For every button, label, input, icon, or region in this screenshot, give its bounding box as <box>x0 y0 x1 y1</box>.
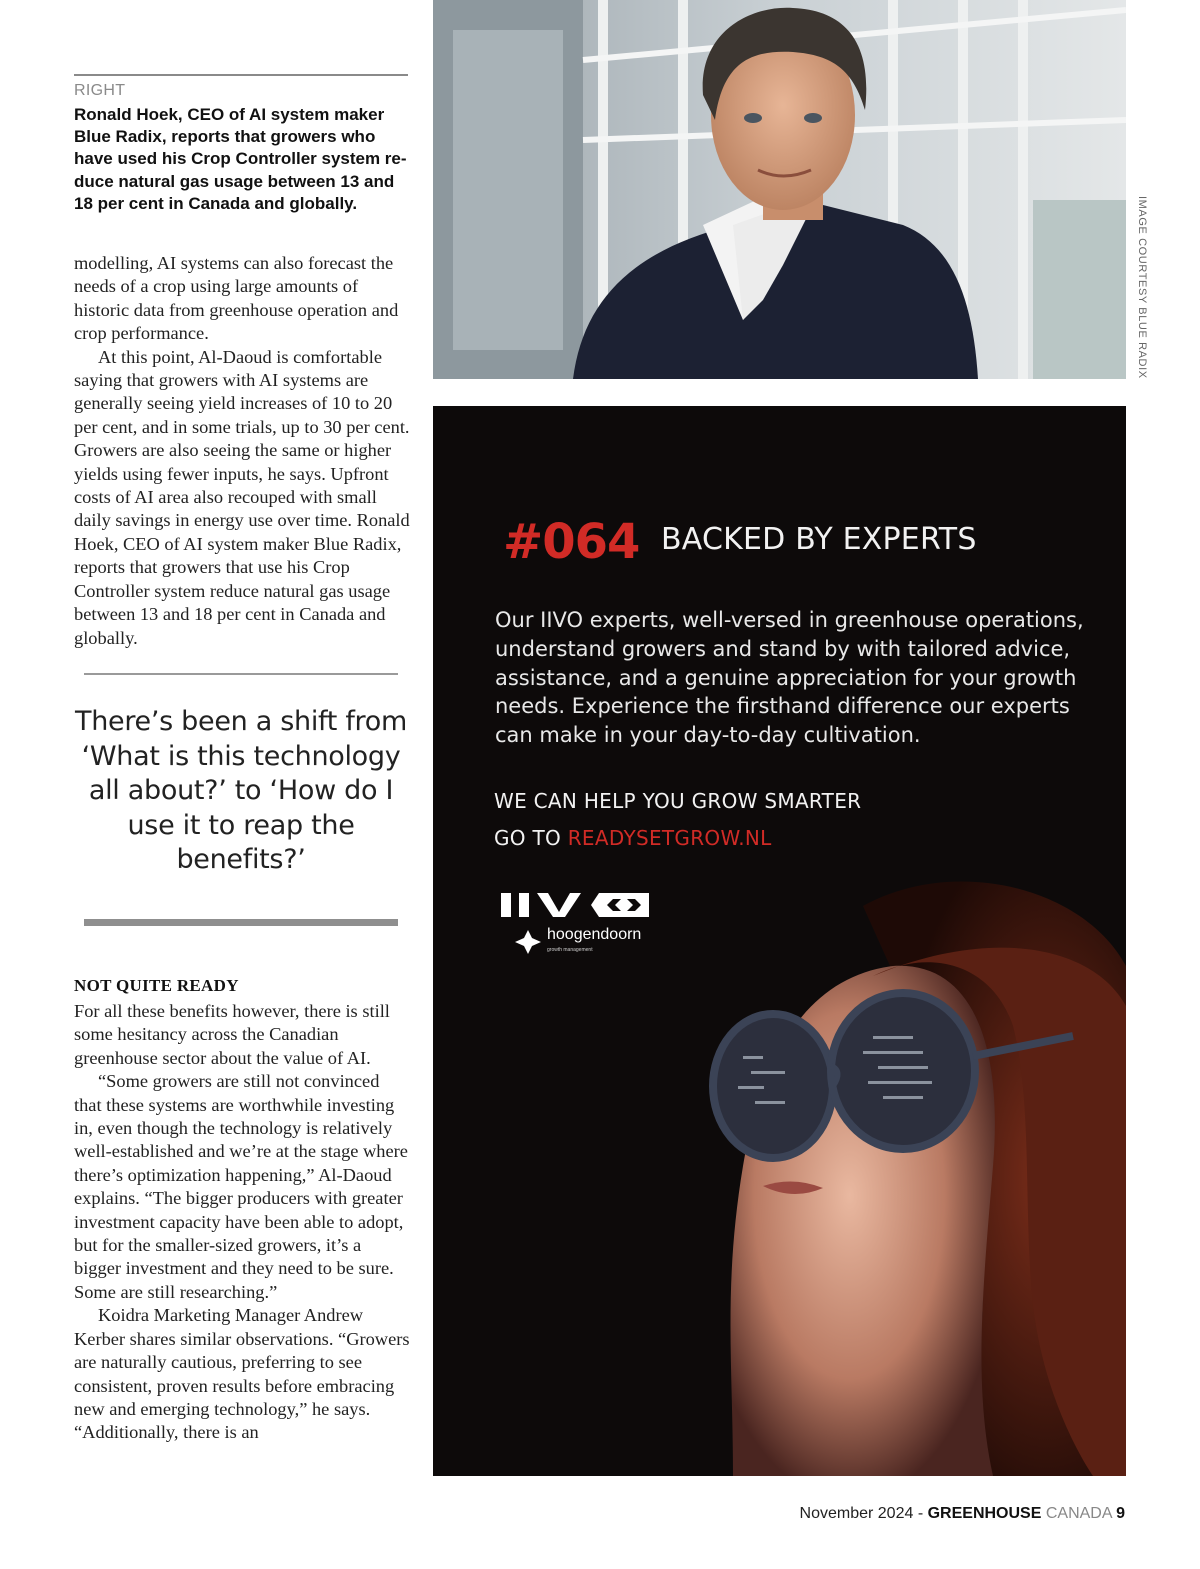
paragraph: For all these benefits however, there is still some hesitancy across the Canadian greenhouse sector about the value of AI. <box>74 1001 390 1068</box>
paragraph: Koidra Marketing Manager Andrew Kerber shares similar observations. “Growers are naturally cautious, preferring to see consistent, proven results before embracing new and emerging technology,” he says. “Additionally, there is an <box>74 1305 410 1443</box>
ad-number: #064 <box>503 514 640 570</box>
advertisement <box>433 406 1126 1476</box>
ad-url-link[interactable]: READYSETGROW.NL <box>567 826 772 850</box>
hoogendoorn-mark-icon <box>513 928 543 956</box>
iivo-logo-icon <box>499 890 659 926</box>
photo-caption: Ronald Hoek, CEO of AI system maker Blue Radix, reports that growers who have used his Crop Controller system re-duce natural gas usage between 13 and 18 per cent in Canada and globally. <box>74 105 407 213</box>
ad-cta-tagline: WE CAN HELP YOU GROW SMARTER <box>494 789 862 813</box>
footer-magazine-name: GREENHOUSE <box>927 1505 1042 1522</box>
photo-credit <box>1134 196 1150 380</box>
footer-separator: - <box>913 1505 928 1522</box>
ad-cta-prefix: GO TO <box>494 826 568 850</box>
portrait-photo <box>433 0 1126 379</box>
page-number: 9 <box>1116 1505 1125 1522</box>
iivo-logo <box>499 890 659 960</box>
hoogendoorn-tagline: growth management <box>547 947 593 953</box>
footer-date: November 2024 <box>799 1505 914 1522</box>
section-subhead: NOT QUITE READY <box>74 976 239 995</box>
article-body-bottom <box>74 1000 410 1445</box>
footer-magazine-region: CANADA <box>1041 1505 1112 1522</box>
page-footer <box>800 1505 1125 1523</box>
photo-credit-text: IMAGE COURTESY BLUE RADIX <box>1136 196 1148 379</box>
caption-divider <box>74 74 408 76</box>
caption-label: RIGHT <box>74 82 126 99</box>
ad-body-text: Our IIVO experts, well-versed in greenhouse operations, understand growers and stand by with tailored advice, assistance, and a genuine appreciation for your growth needs. Experience the firsthand difference our experts can make in your day-to-day cultivation. <box>495 608 1084 748</box>
pull-quote-rule-top <box>84 673 398 675</box>
paragraph: “Some growers are still not convinced that these systems are worthwhile investing in, even though the technology is relatively well-established and we’re at the stage where there’s optimization happening,” Al-Daoud explains. “The bigger producers with greater investment capacity have been able to adopt, but for the smaller-sized growers, it’s a bigger investment and they need to be sure. Some are still researching.” <box>74 1071 408 1302</box>
article-body-top <box>74 252 410 650</box>
hoogendoorn-brand: hoogendoorn <box>547 926 642 943</box>
ad-headline: BACKED BY EXPERTS <box>661 522 977 557</box>
paragraph: At this point, Al-Daoud is comfortable saying that growers with AI systems are generally seeing yield increases of 10 to 20 per cent, and in some trials, up to 30 per cent. Growers are also seeing the same or higher yields using fewer inputs, he says. Upfront costs of AI area also recouped with small daily savings in energy use over time. Ronald Hoek, CEO of AI system maker Blue Radix, reports that growers that use his Crop Controller system reduce natural gas usage between 13 and 18 per cent in Canada and globally. <box>74 346 410 648</box>
paragraph: modelling, AI systems can also forecast the needs of a crop using large amounts of historic data from greenhouse operation and crop performance. <box>74 253 399 344</box>
ad-cta-link-line <box>494 826 772 850</box>
pull-quote: There’s been a shift from ‘What is this technology all about?’ to ‘How do I use it to reap the benefits?’ <box>75 706 407 875</box>
pull-quote-rule-bottom <box>84 919 398 926</box>
portrait-illustration <box>433 0 1126 379</box>
